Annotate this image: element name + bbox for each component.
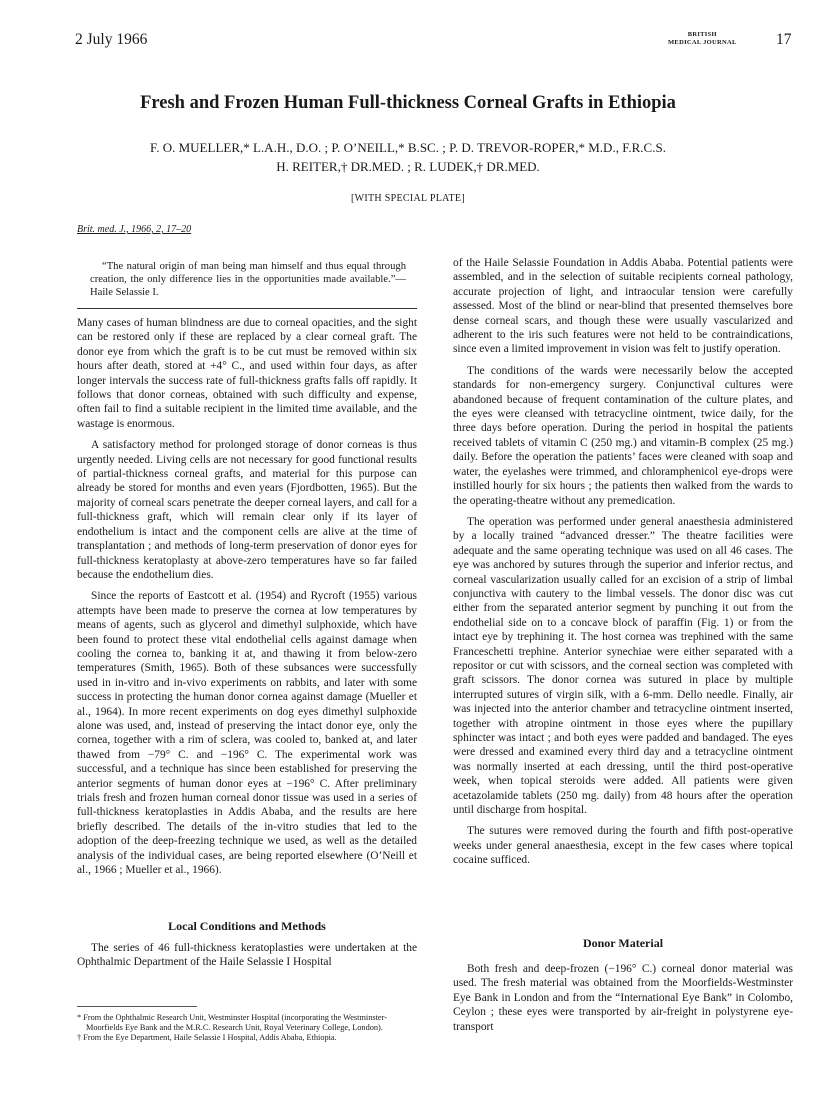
citation: Brit. med. J., 1966, 2, 17–20 [77, 224, 192, 235]
footnote-divider [77, 1006, 197, 1007]
journal-name: BRITISH MEDICAL JOURNAL [668, 31, 737, 46]
footnote: † From the Eye Department, Haile Selassie I Hospital, Addis Ababa, Ethiopia. [77, 1033, 337, 1043]
paragraph: The conditions of the wards were necessarily below the accepted standards for non-emergency surgery. Conjunctival cultures were abandoned because of frequent contamination of the culture plates, and the eyes were cleansed with tetracycline ointment, twice daily, for the three days before operation. During the period in hospital the patients received tablets of vitamin C (250 mg.) and vitamin-B complex (25 mg.) daily. Before the operation the patients’ faces were cleaned with soap and water, the eyelashes were trimmed, and chloramphenicol eye-drops were instilled hourly for six hours ; the patients then walked from the wards to the operating-theatre without any premedication. [453, 364, 793, 507]
page-number: 17 [776, 31, 792, 48]
issue-date: 2 July 1966 [75, 31, 148, 48]
right-column-continued [453, 962, 793, 1041]
paragraph: of the Haile Selassie Foundation in Addis Ababa. Potential patients were assembled, and in the selection of suitable recipients corneal pathology, accurate projection of light, and intraocular tension were carefully assessed. Most of the blind or near-blind that presented themselves bore dense corneal scars, and though these were usually vascularized and adherent to the iris such features were not held to be contraindications, since even a limited improvement in vision was felt to justify operation. [453, 257, 793, 356]
paragraph: The series of 46 full-thickness keratoplasties were undertaken at the Ophthalmic Department of the Haile Selassie I Hospital [77, 942, 417, 969]
paragraph: Since the reports of Eastcott et al. (1954) and Rycroft (1955) various attempts have been made to preserve the cornea at low temperatures by means of agents, such as glycerol and dimethyl sulphoxide, which have been found to protect these vital endothelial cells against damage when cooling the cornea to, banking it at, and thawing it from below-zero temperatures (Smith, 1965). Both of these subsances were successfully used in in-vitro and in-vivo experiments on rabbits, and later with some success in protecting the human donor cornea against damage (Mueller et al., 1964). In more recent experiments on dog eyes dimethyl sulphoxide alone was used, and, instead of preserving the intact donor eye, only the cornea, together with a rim of sclera, was cooled to, banked at, and later thawed from −79° C. and −196° C. The experimental work was successful, and a technique has since been established for preserving the anterior segments of human donor eyes at −196° C. After preliminary trials fresh and frozen human corneal donor tissue was used in a series of full-thickness keratoplasties in Addis Ababa, and the results are here briefly described. The details of the in-vitro studies that led to the adoption of the deep-freezing technique we used, as well as the detailed analysis of the individual cases, are being reported elsewhere (O’Neill et al., 1966 ; Mueller et al., 1966). [77, 590, 417, 877]
paragraph: A satisfactory method for prolonged storage of donor corneas is thus urgently needed. Living cells are not necessary for good functional results of partial-thickness corneal grafts, and material for this purpose can already be stored for months and even years (Fjordbotten, 1965). But the majority of corneal scars penetrate the deeper corneal layers, and call for a full-thickness graft, which will remain clear only if its layer of endothelium is intact and the component cells are alive at the time of transplantation ; and methods of long-term preservation of donor eyes for full-thickness keratoplasty at above-zero temperatures have so far failed because the endothelium dies. [77, 439, 417, 581]
author-line-1: F. O. MUELLER,* L.A.H., D.O. ; P. O’NEILL,* B.SC. ; P. D. TREVOR-ROPER,* M.D., F.R.C.S. [150, 140, 666, 155]
right-column [453, 256, 793, 875]
epigraph: “The natural origin of man being man himself and thus equal through creation, the only difference lies in the opportunities made available.”—Haile Selassie I. [90, 261, 406, 298]
author-list [0, 138, 816, 176]
left-column [77, 316, 417, 884]
footnote: * From the Ophthalmic Research Unit, Westminster Hospital (incorporating the Westminster-Moorfields Eye Bank and the M.R.C. Research Unit, Royal Veterinary College, London). [77, 1013, 387, 1033]
paragraph: Many cases of human blindness are due to corneal opacities, and the sight can be restored only if these are replaced by a clear corneal graft. The donor eye from which the graft is to be cut must be removed within six hours after death, stored at +4° C., and used within four days, as after longer intervals the success rate of full-thickness grafts falls off rapidly. It follows that donor corneas, obtained with such difficulty and expense, often fail to find a suitable recipient in the limited time available, and the wastage is enormous. [77, 317, 417, 430]
paragraph: The operation was performed under general anaesthesia administered by a locally trained “advanced dresser.” The theatre facilities were adequate and the same operating technique was used on all 46 cases. The eye was anchored by sutures through the superior and inferior rectus, and corneal vascularization usually called for an excision of a strip of limbal conjunctiva with cautery to the limbal vessels. The donor disc was cut either from the separated anterior segment by punching it out from the endothelial side on to a concave block of paraffin (Fig. 1) or from the intact eye by trephining it. The host cornea was trephined with the same Franceschetti trephine. Anterior synechiae were either separated with a repositor or cut with scissors, and the corneal section was completed with graft scissors. The donor cornea was sutured in place by multiple interrupted sutures of virgin silk, with a 6-mm. Dello needle. Finally, air was injected into the anterior chamber and tetracycline ointment inserted, together with atropine ointment in those eyes where the pupillary sphincter was intact ; and both eyes were padded and bandaged. The eyes were dressed and examined every third day and a tetracycline ointment was normally inserted at each dressing, until the third post-operative week, when topical steroids were added. All patients were given acetazolamide tablets (250 mg. daily) from 48 hours after the operation until discharge from hospital. [453, 515, 793, 817]
author-line-2: H. REITER,† DR.MED. ; R. LUDEK,† DR.MED. [276, 159, 540, 174]
paragraph: Both fresh and deep-frozen (−196° C.) corneal donor material was used. The fresh material was obtained from the Moorfields-Westminster Eye Bank in London and from the “International Eye Bank” in Colombo, Ceylon ; these eyes were transported by air-freight in polystyrene eye-transport [453, 963, 793, 1033]
special-plate-note: [WITH SPECIAL PLATE] [351, 193, 465, 204]
section-heading-donor-material: Donor Material [582, 936, 664, 950]
article-title: Fresh and Frozen Human Full-thickness Corneal Grafts in Ethiopia [140, 93, 676, 113]
footnotes [77, 1013, 417, 1044]
section-heading-local-conditions: Local Conditions and Methods [168, 919, 326, 933]
epigraph-divider [77, 308, 417, 309]
left-column-continued [77, 941, 417, 977]
paragraph: The sutures were removed during the fourth and fifth post-operative weeks under general anaesthesia, except in the few cases where topical cocaine sufficed. [453, 825, 793, 867]
